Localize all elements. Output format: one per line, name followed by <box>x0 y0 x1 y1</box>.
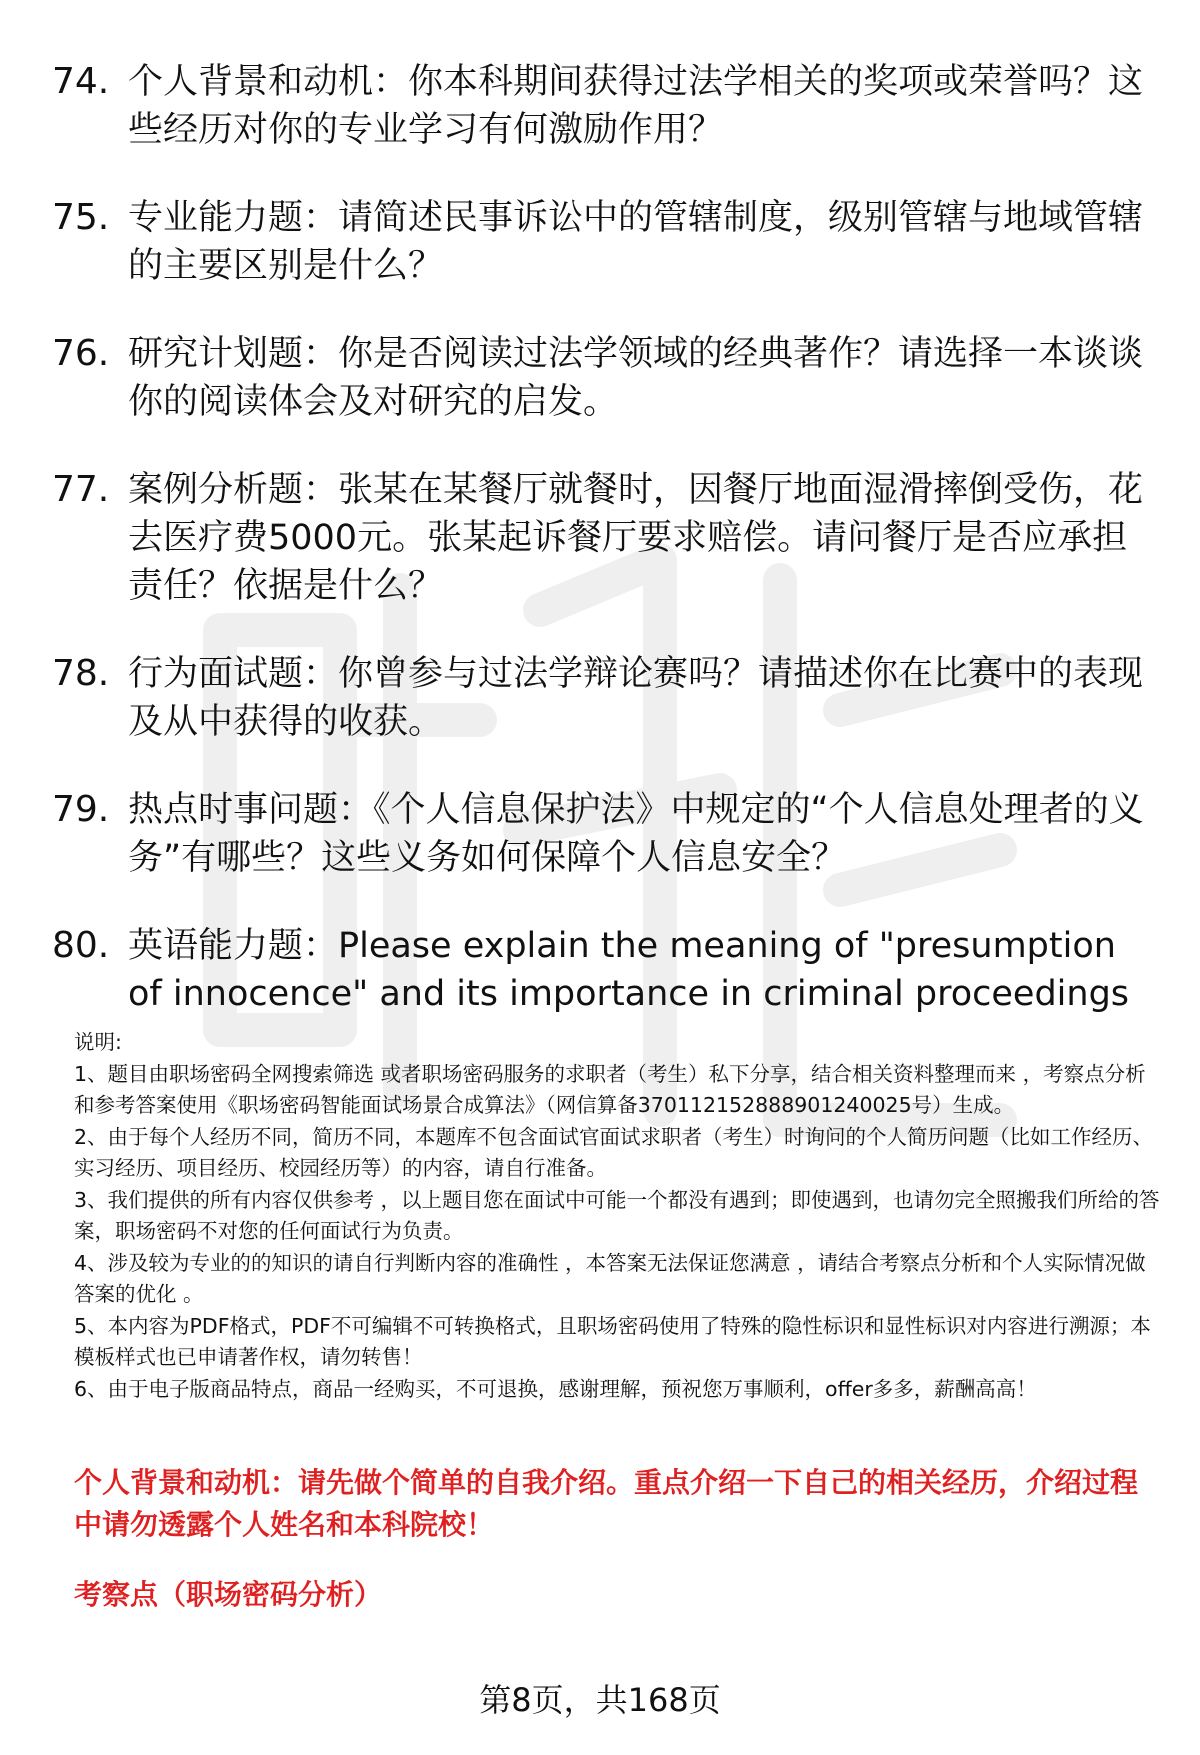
question-number: 77. <box>52 469 110 510</box>
notes-section <box>74 1027 1162 1405</box>
question-number: 74. <box>52 61 110 102</box>
question-text: 案例分析题：张某在某餐厅就餐时，因餐厅地面湿滑摔倒受伤，花去医疗费5000元。张某起诉餐厅要求赔偿。请问餐厅是否应承担责任？依据是什么？ <box>128 470 1144 606</box>
notes-title: 说明: <box>74 1030 122 1054</box>
question-number: 80. <box>52 925 110 966</box>
note-item: 5、本内容为PDF格式，PDF不可编辑不可转换格式，且职场密码使用了特殊的隐性标识和显性标识对内容进行溯源；本模板样式也已申请著作权，请勿转售！ <box>74 1313 1151 1369</box>
question-item <box>52 786 1162 882</box>
question-text: 专业能力题：请简述民事诉讼中的管辖制度，级别管辖与地域管辖的主要区别是什么？ <box>128 198 1144 286</box>
question-text: 英语能力题：Please explain the meaning of "presumption of innocence" and its importance in criminal proceedings <box>128 926 1130 1014</box>
question-number: 79. <box>52 789 110 830</box>
answer-question-title: 个人背景和动机：请先做个简单的自我介绍。重点介绍一下自己的相关经历，介绍过程中请勿透露个人姓名和本科院校！ <box>74 1466 1139 1541</box>
question-item <box>52 330 1162 426</box>
question-number: 75. <box>52 197 110 238</box>
question-number: 78. <box>52 653 110 694</box>
note-item: 3、我们提供的所有内容仅供参考 ，以上题目您在面试中可能一个都没有遇到；即使遇到，也请勿完全照搬我们所给的答案，职场密码不对您的任何面试行为负责。 <box>74 1187 1160 1243</box>
question-list <box>52 58 1162 1058</box>
note-item: 1、题目由职场密码全网搜索筛选 或者职场密码服务的求职者（考生）私下分享，结合相关资料整理而来 ，考察点分析和参考答案使用《职场密码智能面试场景合成算法》（网信算备370112152888901240025号）生成。 <box>74 1061 1146 1117</box>
question-item <box>52 194 1162 290</box>
note-item: 4、涉及较为专业的的知识的请自行判断内容的准确性 ，本答案无法保证您满意 ，请结合考察点分析和个人实际情况做答案的优化 。 <box>74 1250 1146 1306</box>
question-text: 个人背景和动机：你本科期间获得过法学相关的奖项或荣誉吗？这些经历对你的专业学习有何激励作用？ <box>128 62 1144 150</box>
question-item <box>52 922 1162 1018</box>
question-text: 研究计划题：你是否阅读过法学领域的经典著作？请选择一本谈谈你的阅读体会及对研究的启发。 <box>128 334 1144 422</box>
question-item <box>52 650 1162 746</box>
page-number: 第8页，共168页 <box>479 1681 721 1719</box>
question-number: 76. <box>52 333 110 374</box>
analysis-heading: 考察点（职场密码分析） <box>74 1578 383 1611</box>
question-text: 热点时事问题：《个人信息保护法》中规定的“个人信息处理者的义务”有哪些？这些义务如何保障个人信息安全？ <box>128 790 1144 878</box>
question-item <box>52 58 1162 154</box>
question-text: 行为面试题：你曾参与过法学辩论赛吗？请描述你在比赛中的表现及从中获得的收获。 <box>128 654 1144 742</box>
question-item <box>52 466 1162 610</box>
note-item: 2、由于每个人经历不同，简历不同，本题库不包含面试官面试求职者（考生）时询问的个人简历问题（比如工作经历、实习经历、项目经历、校园经历等）的内容，请自行准备。 <box>74 1124 1154 1180</box>
note-item: 6、由于电子版商品特点，商品一经购买，不可退换，感谢理解，预祝您万事顺利，offer多多，薪酬高高！ <box>74 1376 1037 1401</box>
